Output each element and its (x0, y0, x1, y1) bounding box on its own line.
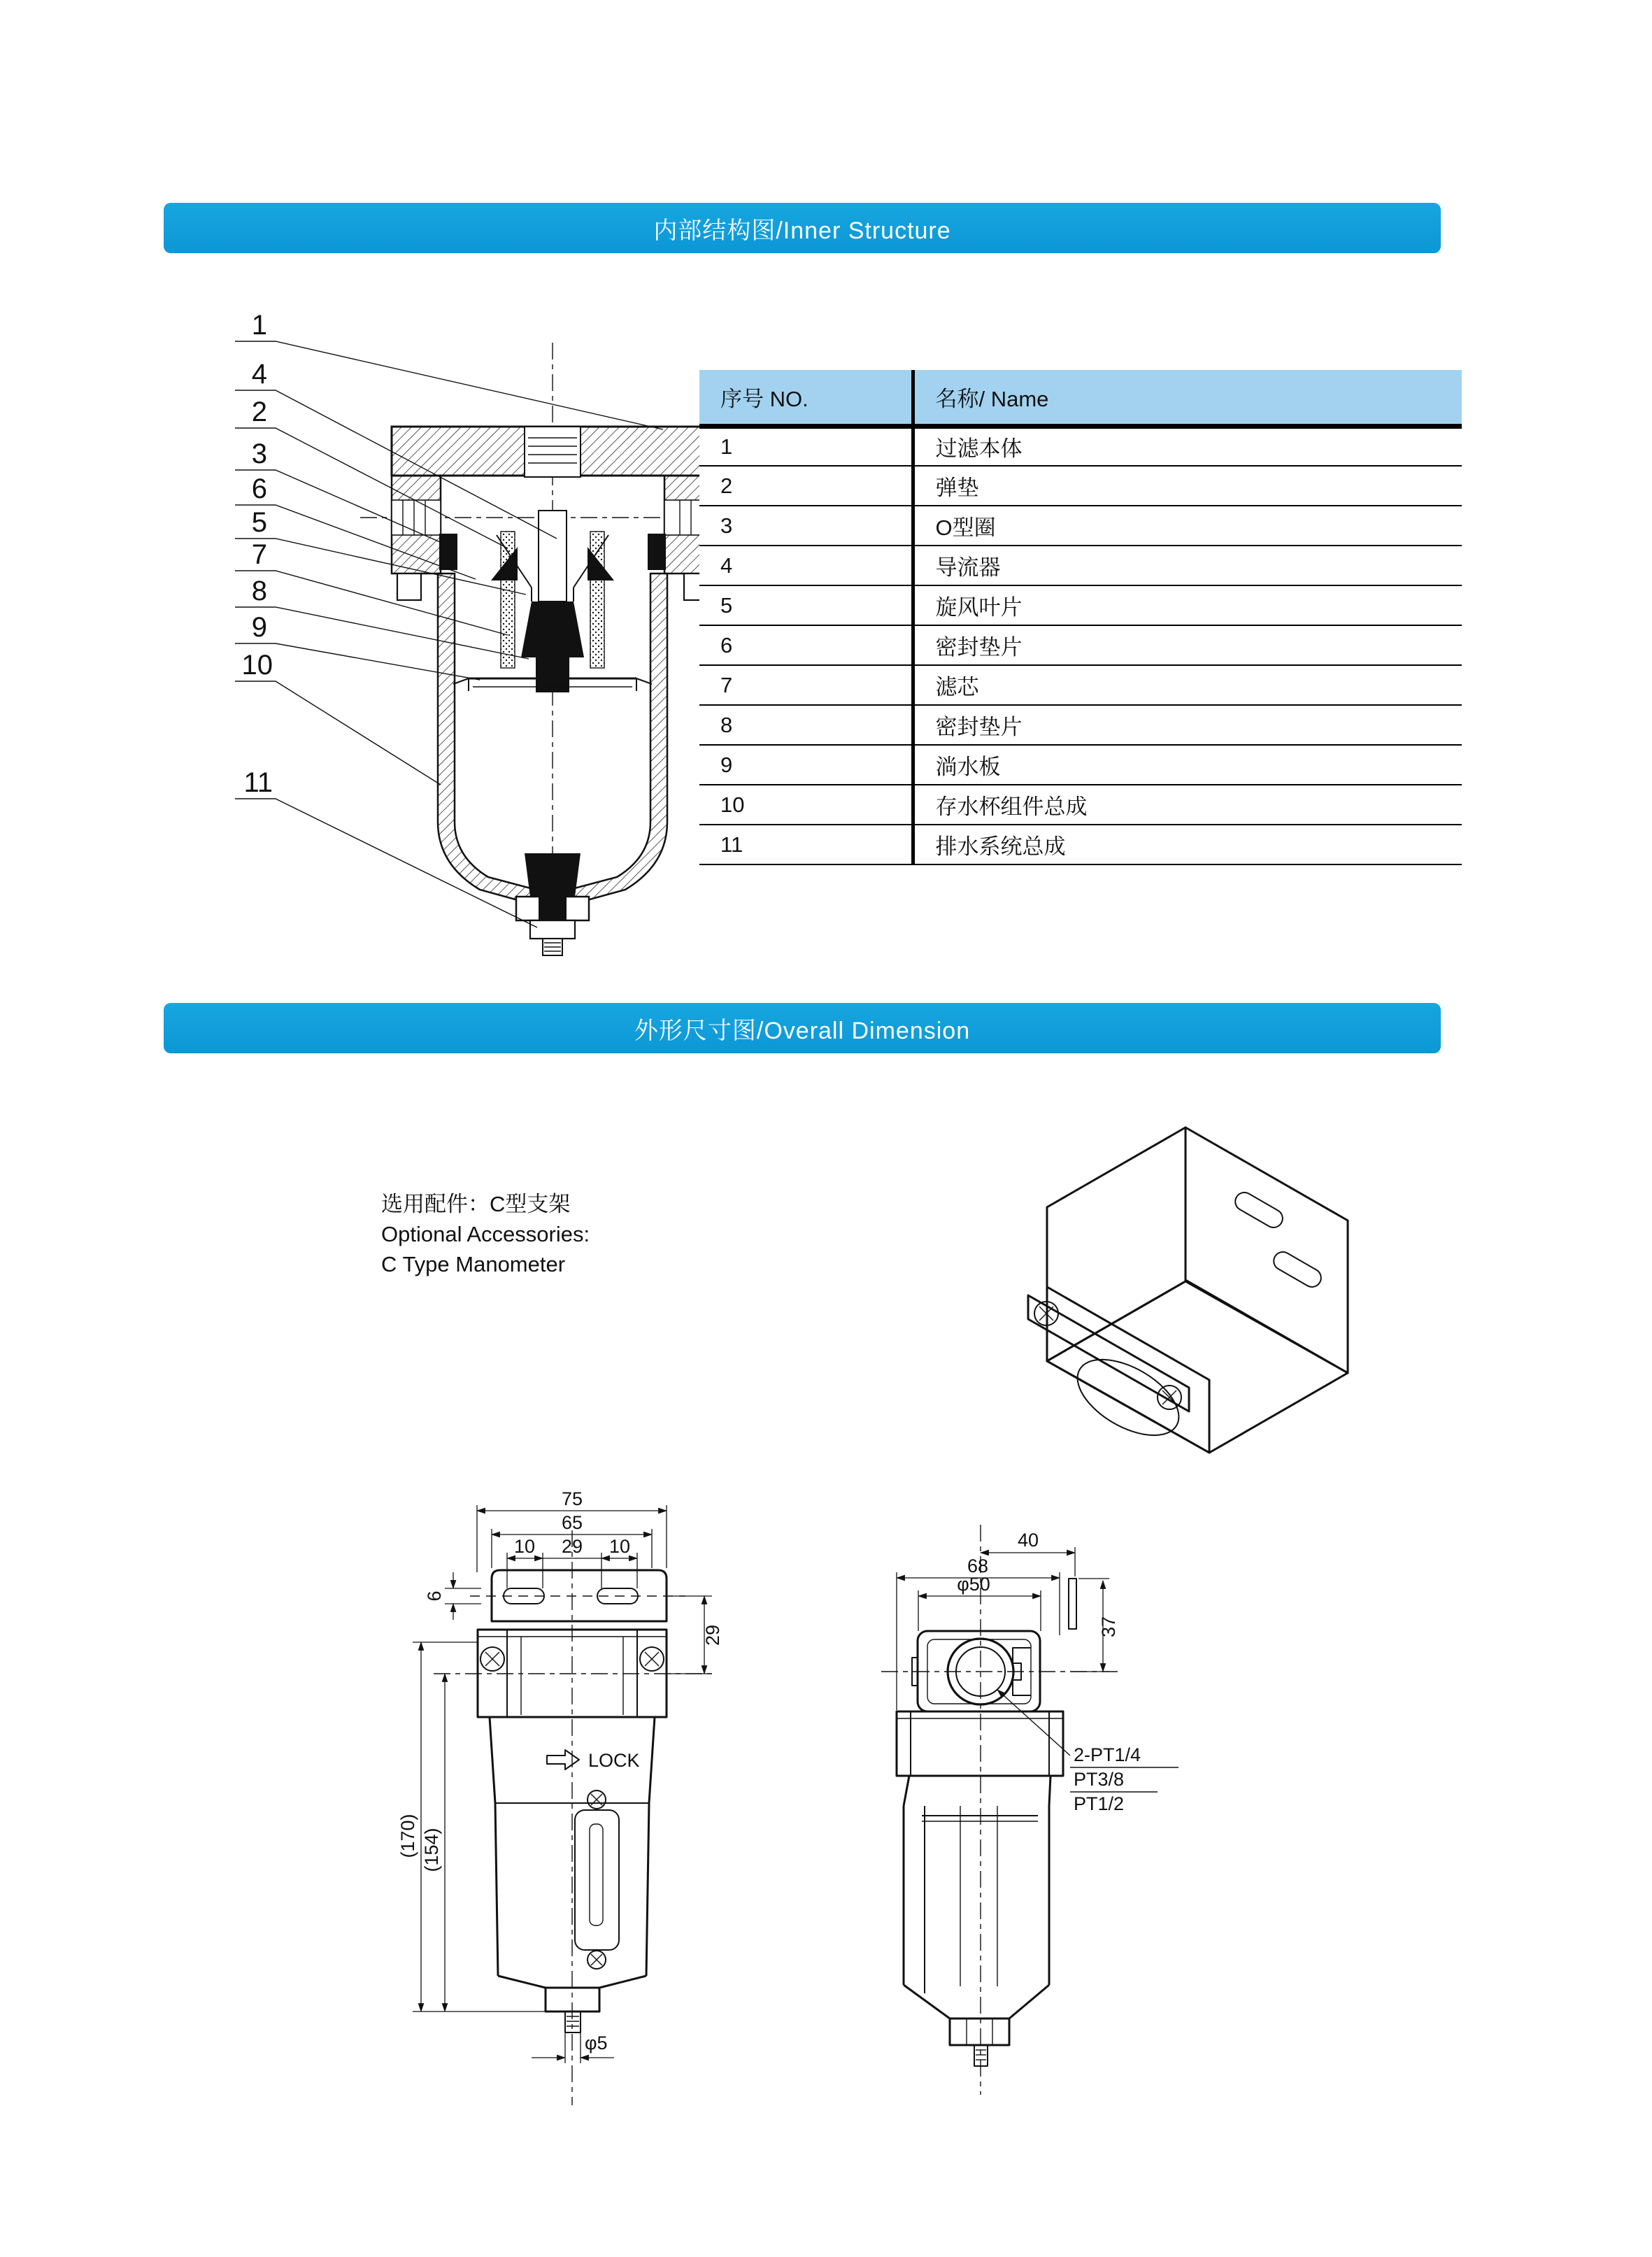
dim-label: (170) (397, 1814, 418, 1858)
dim-label: 65 (561, 1512, 583, 1533)
inner-structure-drawing (231, 301, 720, 958)
part-no: 4 (699, 546, 913, 585)
dim-label: (154) (421, 1828, 442, 1872)
bracket-body (1028, 1127, 1348, 1453)
table-row (699, 625, 1462, 665)
parts-table (699, 370, 1462, 865)
accessories-note (381, 1189, 590, 1279)
dim-label: 29 (702, 1624, 723, 1646)
table-row (699, 825, 1462, 864)
section-title: 内部结构图/Inner Structure (653, 217, 951, 244)
front-view-drawing (392, 1490, 755, 2126)
dim-bracket-offset-29 (670, 1596, 723, 1674)
sight-window (575, 1810, 619, 1950)
dim-depth-40 (981, 1530, 1075, 1576)
table-row (699, 705, 1462, 745)
o-ring-seal (648, 534, 666, 570)
part-name: 密封垫片 (913, 705, 1462, 745)
callout-number: 7 (251, 539, 267, 570)
callout-number: 8 (251, 576, 267, 606)
port-note-line3: PT1/2 (1074, 1793, 1125, 1814)
o-ring-seal (439, 534, 457, 570)
dim-label: 75 (561, 1488, 583, 1509)
part-no: 2 (699, 466, 913, 506)
part-name: 滤芯 (913, 665, 1462, 705)
part-no: 8 (699, 705, 913, 745)
dim-height-37 (1070, 1579, 1119, 1672)
table-row (699, 466, 1462, 506)
dim-label: 37 (1098, 1616, 1119, 1638)
callout-number: 5 (251, 507, 267, 538)
callout-number: 2 (251, 397, 267, 427)
callout-number: 10 (241, 650, 273, 681)
callout-number: 1 (251, 310, 267, 341)
dim-label: 40 (1017, 1530, 1039, 1551)
part-no: 1 (699, 426, 913, 466)
dim-body-dia-50 (918, 1574, 1041, 1631)
part-name: 旋风叶片 (913, 585, 1462, 625)
part-name: 弹垫 (913, 466, 1462, 506)
dim-label: φ50 (957, 1574, 990, 1595)
c-bracket-drawing (909, 1112, 1371, 1483)
dim-label: 68 (967, 1555, 989, 1576)
part-name: O型圈 (913, 506, 1462, 546)
part-no: 6 (699, 625, 913, 665)
section-header-overall-dimension (164, 1003, 1441, 1053)
lock-label: LOCK (588, 1750, 640, 1771)
section-title: 外形尺寸图/Overall Dimension (634, 1017, 971, 1044)
filter-internals (453, 511, 652, 692)
table-row (699, 785, 1462, 825)
callout-number: 11 (243, 767, 273, 798)
part-name: 存水杯组件总成 (913, 785, 1462, 825)
part-no: 3 (699, 506, 913, 546)
table-header-row (699, 370, 1462, 426)
part-name: 排水系统总成 (913, 825, 1462, 864)
dim-label: 10 (608, 1536, 631, 1557)
table-row (699, 745, 1462, 785)
port-note-line2: PT3/8 (1074, 1769, 1125, 1790)
callout-numbers (242, 310, 273, 798)
filter-element (590, 532, 604, 668)
section-header-inner-structure (164, 203, 1441, 253)
dim-label: 29 (561, 1536, 583, 1557)
col-header-no: 序号 NO. (699, 370, 913, 426)
side-view-drawing (860, 1504, 1266, 2112)
lock-arrow-icon (547, 1750, 579, 1770)
bracket-cutout-hole (1065, 1344, 1192, 1451)
drain-assembly (516, 853, 589, 955)
mounting-slot (1270, 1248, 1324, 1290)
dim-label: 10 (513, 1536, 536, 1557)
table-row (699, 585, 1462, 625)
col-header-name: 名称/ Name (913, 370, 1462, 426)
port-note-line1: 2-PT1/4 (1074, 1744, 1141, 1765)
part-no: 5 (699, 585, 913, 625)
callout-number: 9 (251, 612, 267, 643)
part-name: 淌水板 (913, 745, 1462, 785)
table-row (699, 546, 1462, 585)
part-name: 导流器 (913, 546, 1462, 585)
accessories-note-line1: 选用配件：C型支架 (381, 1192, 571, 1216)
mounting-slot (1232, 1189, 1286, 1231)
dim-label: 6 (424, 1590, 445, 1602)
callout-number: 6 (251, 474, 267, 504)
cyclone-vane-hub (521, 601, 584, 657)
table-row (699, 506, 1462, 546)
bracket-edge (1069, 1579, 1076, 1629)
dim-label: φ5 (585, 2032, 608, 2053)
accessories-note-line2: Optional Accessories: (381, 1222, 590, 1246)
dim-height-170 (397, 1642, 564, 2012)
accessories-note-line3: C Type Manometer (381, 1252, 566, 1276)
part-no: 10 (699, 785, 913, 825)
callout-number: 4 (251, 359, 267, 390)
part-no: 11 (699, 825, 913, 864)
part-no: 9 (699, 745, 913, 785)
part-name: 过滤本体 (913, 426, 1462, 466)
drain (950, 2019, 1009, 2066)
table-row (699, 665, 1462, 705)
part-name: 密封垫片 (913, 625, 1462, 665)
filter-bowl (904, 1776, 1051, 2019)
callout-number: 3 (251, 439, 267, 469)
dim-height-154 (421, 1674, 445, 2012)
table-row (699, 426, 1462, 466)
filter-element (501, 532, 515, 668)
port-note (997, 1690, 1179, 1814)
part-no: 7 (699, 665, 913, 705)
dim-drain-dia-5 (532, 2032, 614, 2063)
